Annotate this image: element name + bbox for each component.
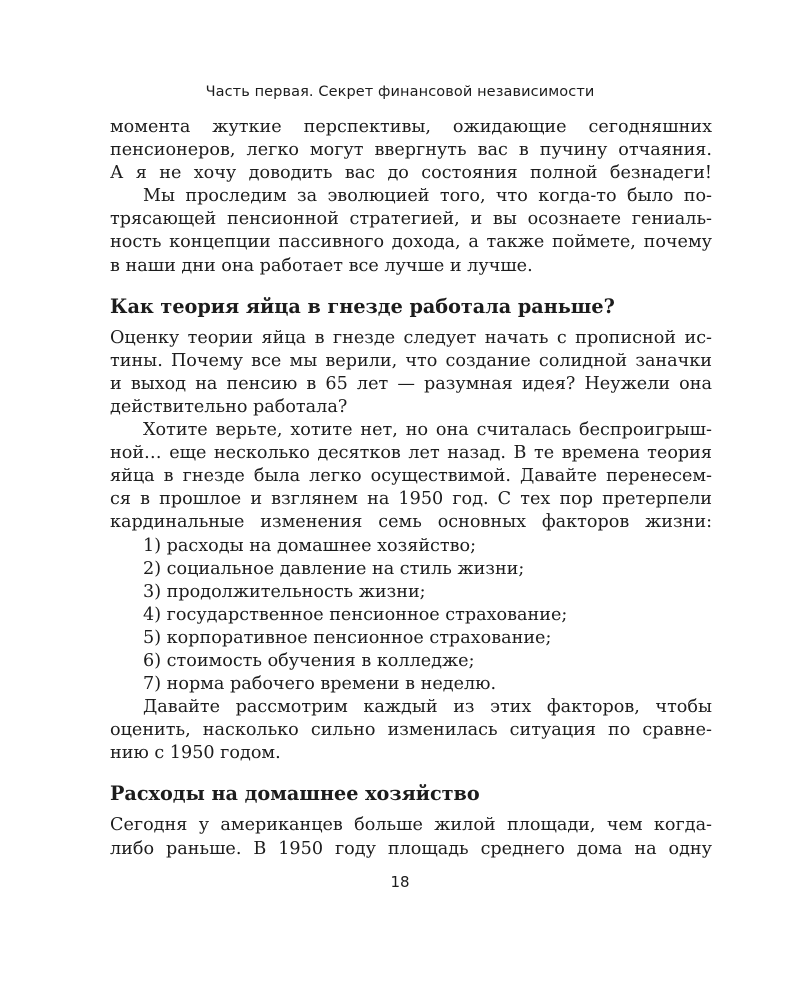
list-item: 2) социальное давление на стиль жизни; [143, 558, 525, 579]
text-line: пенсионеров, легко могут ввергнуть вас в пучину отчаяния. [110, 140, 712, 161]
text-line: Мы проследим за эволюцией того, что когда-то было по- [143, 186, 712, 207]
text-line: нию с 1950 годом. [110, 743, 281, 764]
section-heading-nest-egg: Как теория яйца в гнезде работала раньше? [110, 294, 615, 318]
text-line: оценить, насколько сильно изменилась ситуация по сравне- [110, 720, 712, 741]
text-line: ся в прошлое и взглянем на 1950 год. С тех пор претерпели [110, 489, 712, 510]
text-line: трясающей пенсионной стратегией, и вы осознаете гениаль- [110, 209, 712, 230]
text-line: момента жуткие перспективы, ожидающие сегодняшних [110, 117, 712, 137]
text-line: Сегодня у американцев больше жилой площади, чем когда- [110, 815, 712, 836]
text-line: Оценку теории яйца в гнезде следует начать с прописной ис- [110, 327, 712, 348]
text-line: и выход на пенсию в 65 лет — разумная идея? Неужели она [110, 373, 712, 394]
list-item: 5) корпоративное пенсионное страхование; [143, 627, 552, 648]
list-item: 4) государственное пенсионное страхование; [143, 604, 568, 625]
text-line: в наши дни она работает все лучше и лучше. [110, 255, 533, 276]
paragraph-2 [110, 185, 712, 277]
text-line: кардинальные изменения семь основных факторов жизни: [110, 512, 712, 533]
text-line: Давайте рассмотрим каждый из этих факторов, чтобы [143, 697, 712, 718]
text-line: ной… еще несколько десятков лет назад. В те времена теория [110, 443, 712, 464]
page-number: 18 [390, 873, 410, 891]
text-line: либо раньше. В 1950 году площадь среднего дома на одну [110, 838, 712, 859]
text-line: А я не хочу доводить вас до состояния полной безнадеги! [110, 163, 712, 184]
running-head: Часть первая. Секрет финансовой независимости [205, 84, 595, 100]
factors-list [110, 535, 712, 697]
text-line: ность концепции пассивного дохода, а также поймете, почему [110, 232, 712, 253]
page-body [110, 116, 712, 861]
list-item: 7) норма рабочего времени в неделю. [143, 674, 497, 695]
paragraph-6 [110, 814, 712, 860]
list-item: 3) продолжительность жизни; [143, 581, 426, 602]
paragraph-4 [110, 419, 712, 534]
section-heading-household-expenses: Расходы на домашнее хозяйство [110, 782, 480, 806]
paragraph-1 [110, 116, 712, 185]
text-line: действительно работала? [110, 396, 348, 417]
text-line: тины. Почему все мы верили, что создание солидной заначки [110, 350, 712, 371]
list-item: 1) расходы на домашнее хозяйство; [143, 535, 477, 556]
paragraph-5 [110, 696, 712, 765]
paragraph-3 [110, 327, 712, 419]
text-line: яйца в гнезде была легко осуществимой. Давайте перенесем- [110, 466, 712, 487]
list-item: 6) стоимость обучения в колледже; [143, 650, 475, 671]
text-line: Хотите верьте, хотите нет, но она считалась беспроигрыш- [143, 420, 712, 441]
